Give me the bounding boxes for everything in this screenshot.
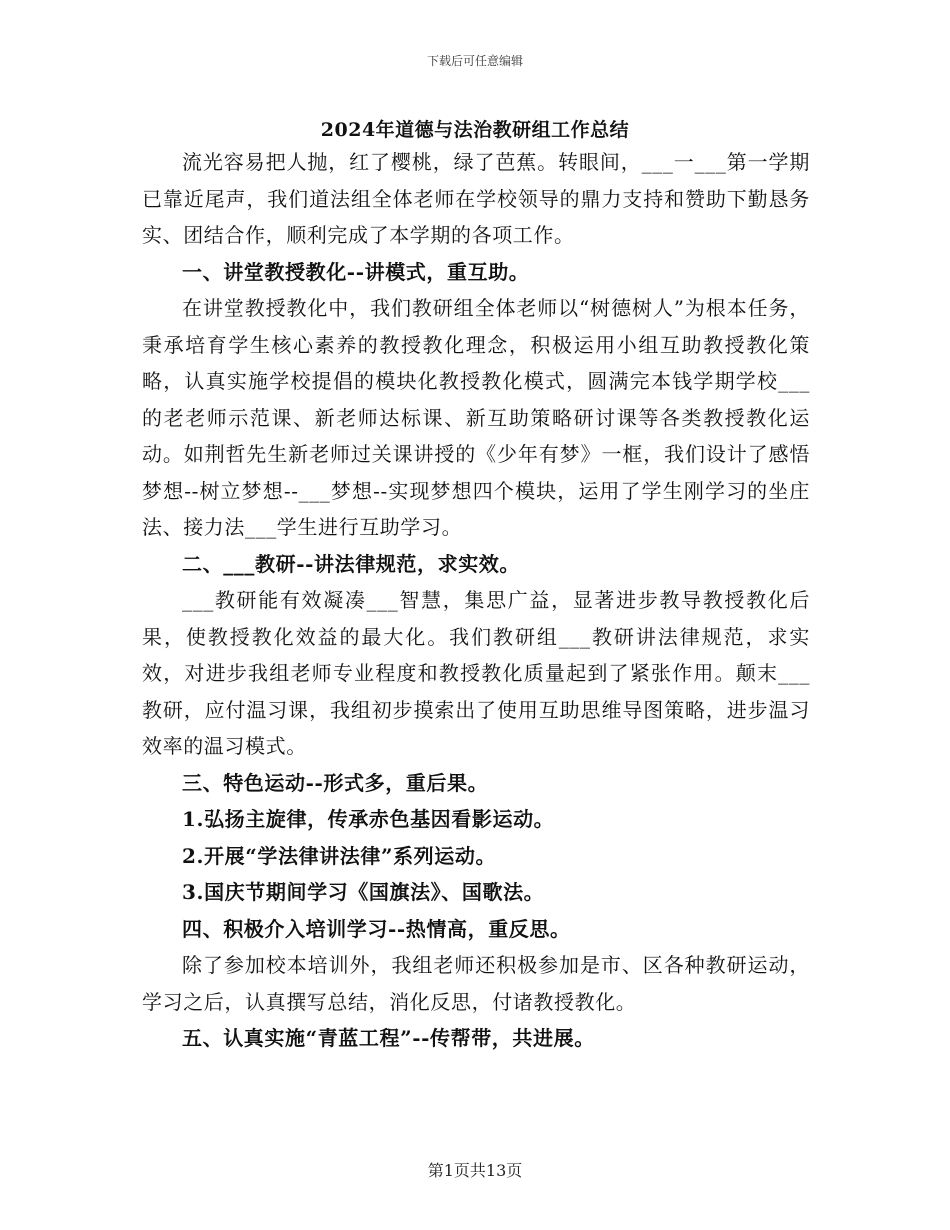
page-header-note: 下载后可任意编辑 <box>426 54 523 68</box>
intro-paragraph: 流光容易把人抛，红了樱桃，绿了芭蕉。转眼间，___一___第一学期已靠近尾声，我们道法组全体老师在学校领导的鼎力支持和赞助下勤恳务实、团结合作，顺利完成了本学期的各项工作。 <box>142 150 810 247</box>
section-heading-2: 二、___教研--讲法律规范，求实效。 <box>182 551 521 576</box>
document-title: 2024年道德与法治教研组工作总结 <box>320 119 630 141</box>
section-3-item-1: 1.弘扬主旋律，传承赤色基因看影运动。 <box>182 807 555 831</box>
section-3-item-2: 2.开展“学法律讲法律”系列运动。 <box>182 843 497 868</box>
document-body <box>142 144 810 1057</box>
section-2-paragraph: ___教研能有效凝凑___智慧，集思广益，显著进步教导教授教化后果，使教授教化效益的最大化。我们教研组___教研讲法律规范，求实效，对进步我组老师专业程度和教授教化质量起到了紧张作用。颠末___教研，应付温习课，我组初步摸索出了使用互助思维导图策略，进步温习效率的温习模式。 <box>142 588 810 758</box>
section-heading-5: 五、认真实施“青蓝工程”--传帮带，共进展。 <box>182 1026 595 1050</box>
section-heading-3: 三、特色运动--形式多，重后果。 <box>182 770 489 795</box>
section-4-paragraph: 除了参加校本培训外，我组老师还积极参加是市、区各种教研运动，学习之后，认真撰写总结，消化反思，付诸教授教化。 <box>142 953 810 1014</box>
section-heading-1: 一、讲堂教授教化--讲模式，重互助。 <box>182 259 530 284</box>
section-3-item-3: 3.国庆节期间学习《国旗法》、国歌法。 <box>182 880 545 904</box>
section-heading-4: 四、积极介入培训学习--热情高，重反思。 <box>182 916 571 941</box>
page-number: 第1页共13页 <box>427 1161 523 1180</box>
section-1-paragraph: 在讲堂教授教化中，我们教研组全体老师以“树德树人”为根本任务，秉承培育学生核心素养的教授教化理念，积极运用小组互助教授教化策略，认真实施学校提倡的模块化教授教化模式，圆满完本钱学期学校___的老老师示范课、新老师达标课、新互助策略研讨课等各类教授教化运动。如荆哲先生新老师过关课讲授的《少年有梦》一框，我们设计了感悟梦想--树立梦想--___梦想--实现梦想四个模块，运用了学生刚学习的坐庄法、接力法___学生进行互助学习。 <box>142 296 810 539</box>
